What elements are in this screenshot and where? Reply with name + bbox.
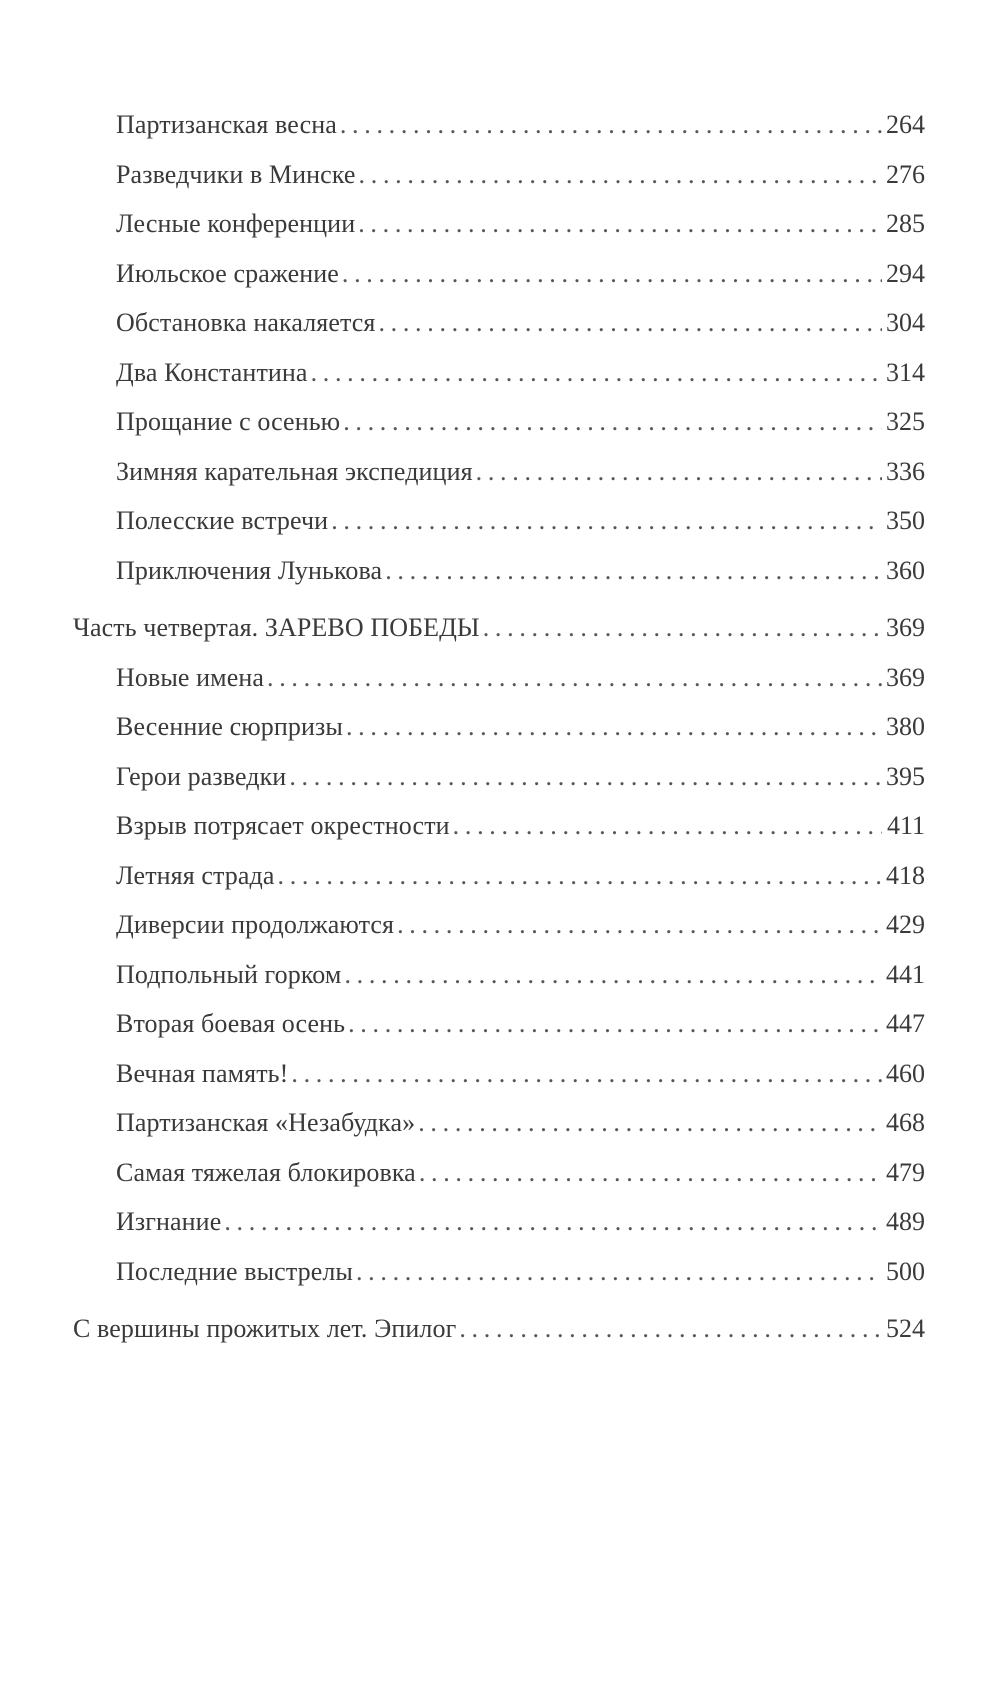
toc-entry-title: Весенние сюрпризы [116, 712, 343, 741]
dot-leader [419, 1148, 882, 1198]
toc-entry-title: Полесские встречи [116, 506, 329, 535]
toc-entry-page: 441 [886, 959, 925, 989]
dot-leader [359, 150, 882, 200]
toc-part-title: С вершины прожитых лет. Эпилог [73, 1314, 457, 1343]
dot-leader [358, 199, 882, 249]
toc-entry[interactable] [73, 546, 925, 596]
dot-leader [348, 999, 882, 1049]
toc-entry-page: 411 [886, 811, 925, 840]
toc-entry-title: Разведчики в Минске [116, 159, 356, 189]
toc-entry-title: Два Константина [116, 357, 308, 387]
toc-entry-page: 369 [886, 613, 925, 642]
toc-entry[interactable] [73, 1148, 925, 1198]
toc-entry-title: Лесные конференции [116, 209, 356, 238]
dot-leader [483, 603, 882, 653]
toc-entry[interactable] [73, 702, 925, 752]
toc-entry-page: 360 [886, 555, 925, 585]
toc-entry-title: Герои разведки [116, 761, 287, 791]
dot-leader [453, 801, 882, 851]
toc-entry-title: Последние выстрелы [116, 1256, 353, 1286]
dot-leader [344, 950, 882, 1000]
toc-entry[interactable] [73, 1098, 925, 1148]
toc-entry[interactable] [73, 1247, 925, 1297]
toc-entry-page: 314 [886, 357, 925, 387]
toc-entry-page: 264 [886, 110, 925, 139]
toc-entry-title: Новые имена [116, 662, 265, 692]
toc-entry-title: Диверсии продолжаются [116, 910, 395, 939]
dot-leader [385, 546, 882, 596]
dot-leader [343, 397, 882, 447]
toc-entry[interactable] [73, 900, 925, 950]
toc-entry-page: 489 [886, 1207, 925, 1236]
toc-entry[interactable] [73, 397, 925, 447]
toc-entry-page: 500 [886, 1256, 925, 1286]
dot-leader [289, 752, 882, 802]
table-of-contents [73, 100, 925, 1354]
toc-entry[interactable] [73, 249, 925, 299]
toc-entry-page: 429 [886, 910, 925, 939]
dot-leader [476, 447, 882, 497]
toc-entry[interactable] [73, 851, 925, 901]
toc-entry-page: 336 [886, 456, 925, 486]
toc-entry-page: 468 [886, 1108, 925, 1137]
toc-entry-title: Обстановка накаляется [116, 308, 376, 337]
toc-entry[interactable] [73, 801, 925, 851]
toc-entry-title: Прощание с осенью [116, 407, 341, 436]
dot-leader [346, 702, 882, 752]
toc-entry-title: Взрыв потрясает окрестности [116, 811, 450, 840]
toc-entry-title: Самая тяжелая блокировка [116, 1157, 416, 1187]
toc-entry-title: Приключения Лунькова [116, 555, 383, 585]
toc-part-title: Часть четвертая. ЗАРЕВО ПОБЕДЫ [73, 613, 480, 642]
toc-entry-page: 304 [886, 308, 925, 337]
toc-entry-page: 369 [886, 662, 925, 692]
toc-entry-title: Зимняя карательная экспедиция [116, 456, 473, 486]
toc-entry[interactable] [73, 100, 925, 150]
dot-leader [459, 1304, 882, 1354]
dot-leader [331, 496, 882, 546]
toc-entry[interactable] [73, 752, 925, 802]
toc-entry[interactable] [73, 348, 925, 398]
toc-entry-title: Вечная память! [116, 1058, 289, 1088]
toc-entry-title: Подпольный горком [116, 959, 342, 989]
toc-entry-title: Партизанская «Незабудка» [116, 1108, 416, 1137]
toc-entry-page: 524 [886, 1314, 925, 1343]
toc-part-entry[interactable] [73, 1304, 925, 1354]
dot-leader [267, 653, 882, 703]
dot-leader [224, 1197, 882, 1247]
dot-leader [278, 851, 882, 901]
toc-entry-page: 479 [886, 1157, 925, 1187]
dot-leader [356, 1247, 882, 1297]
toc-entry[interactable] [73, 496, 925, 546]
toc-entry-page: 285 [886, 209, 925, 238]
toc-entry-page: 380 [886, 712, 925, 741]
toc-entry-page: 276 [886, 159, 925, 189]
dot-leader [311, 348, 882, 398]
toc-entry[interactable] [73, 1197, 925, 1247]
toc-entry-page: 350 [886, 506, 925, 535]
toc-entry-page: 294 [886, 258, 925, 288]
toc-entry-title: Июльское сражение [116, 258, 339, 288]
toc-entry[interactable] [73, 1049, 925, 1099]
dot-leader [340, 100, 882, 150]
toc-entry-title: Изгнание [116, 1207, 222, 1236]
toc-entry-page: 460 [886, 1058, 925, 1088]
dot-leader [418, 1098, 882, 1148]
toc-entry[interactable] [73, 199, 925, 249]
toc-entry-title: Партизанская весна [116, 110, 337, 139]
toc-entry[interactable] [73, 447, 925, 497]
toc-entry-page: 395 [886, 761, 925, 791]
toc-entry[interactable] [73, 150, 925, 200]
toc-entry-title: Вторая боевая осень [116, 1009, 346, 1038]
toc-entry-page: 418 [886, 860, 925, 890]
toc-entry-page: 325 [886, 407, 925, 436]
toc-entry-page: 447 [886, 1009, 925, 1038]
dot-leader [397, 900, 882, 950]
toc-part-entry[interactable] [73, 603, 925, 653]
toc-entry-title: Летняя страда [116, 860, 275, 890]
toc-entry[interactable] [73, 999, 925, 1049]
dot-leader [342, 249, 882, 299]
dot-leader [378, 298, 882, 348]
dot-leader [291, 1049, 882, 1099]
toc-entry[interactable] [73, 298, 925, 348]
toc-entry[interactable] [73, 653, 925, 703]
toc-entry[interactable] [73, 950, 925, 1000]
